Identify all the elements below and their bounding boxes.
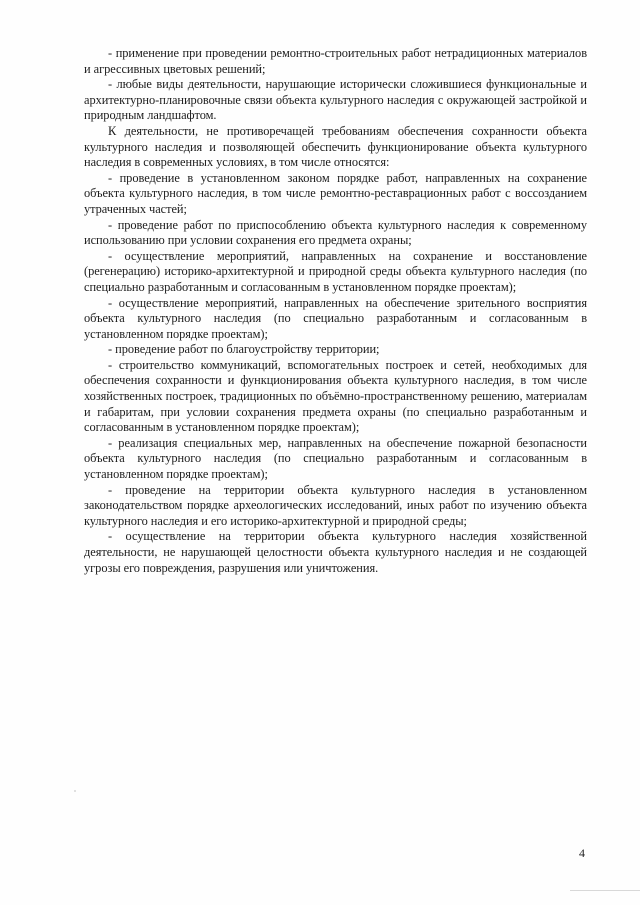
paragraph: - осуществление мероприятий, направленных на обеспечение зрительного восприятия объекта культурного наследия (по специально разработанным и согласованным в установленном порядке проектам);	[84, 295, 587, 341]
paragraph: - проведение в установленном законом порядке работ, направленных на сохранение объекта культурного наследия, в том числе ремонтно-реставрационных работ с воссозданием утраченных частей;	[84, 170, 587, 216]
paragraph: - проведение работ по приспособлению объекта культурного наследия к современному использованию при условии сохранения его предмета охраны;	[84, 217, 587, 248]
paragraph: - реализация специальных мер, направленных на обеспечение пожарной безопасности объекта культурного наследия (по специально разработанным и согласованным в установленном порядке проектам);	[84, 435, 587, 482]
scan-artifact	[74, 790, 76, 792]
page-number: 4	[579, 846, 585, 860]
paragraph: - проведение работ по благоустройству территории;	[108, 342, 380, 357]
paragraph: - проведение на территории объекта культурного наследия в установленном законодательством порядке археологических исследований, иных работ по изучению объекта культурного наследия и его историко-архитектурной и природной среды;	[84, 482, 587, 528]
paragraph: - применение при проведении ремонтно-строительных работ нетрадиционных материалов и агрессивных цветовых решений;	[84, 46, 587, 76]
paragraph: - строительство коммуникаций, вспомогательных построек и сетей, необходимых для обеспечения сохранности и функционирования объекта культурного наследия, в том числе хозяйственных построек, традиционных по объёмно-пространственному решению, материалам и габаритам, при условии сохранения предмета охраны (по специально разработанным и согласованным в установленном порядке проектам);	[84, 357, 587, 435]
paragraph: - любые виды деятельности, нарушающие исторически сложившиеся функциональные и архитектурно-планировочные связи объекта культурного наследия с окружающей застройкой и природным ландшафтом.	[84, 77, 587, 123]
document-body	[84, 46, 587, 576]
paragraph: - осуществление мероприятий, направленных на сохранение и восстановление (регенерацию) историко-архитектурной и природной среды объекта культурного наследия (по специально разработанным и согласованным в установленном порядке проектам);	[84, 248, 587, 294]
paragraph: К деятельности, не противоречащей требованиям обеспечения сохранности объекта культурного наследия и позволяющей обеспечить функционирование объекта культурного наследия в современных условиях, в том числе относятся:	[84, 123, 587, 170]
paragraph: - осуществление на территории объекта культурного наследия хозяйственной деятельности, не нарушающей целостности объекта культурного наследия и не создающей угрозы его повреждения, разрушения или уничтожения.	[84, 529, 587, 575]
scan-edge-line	[570, 890, 640, 891]
